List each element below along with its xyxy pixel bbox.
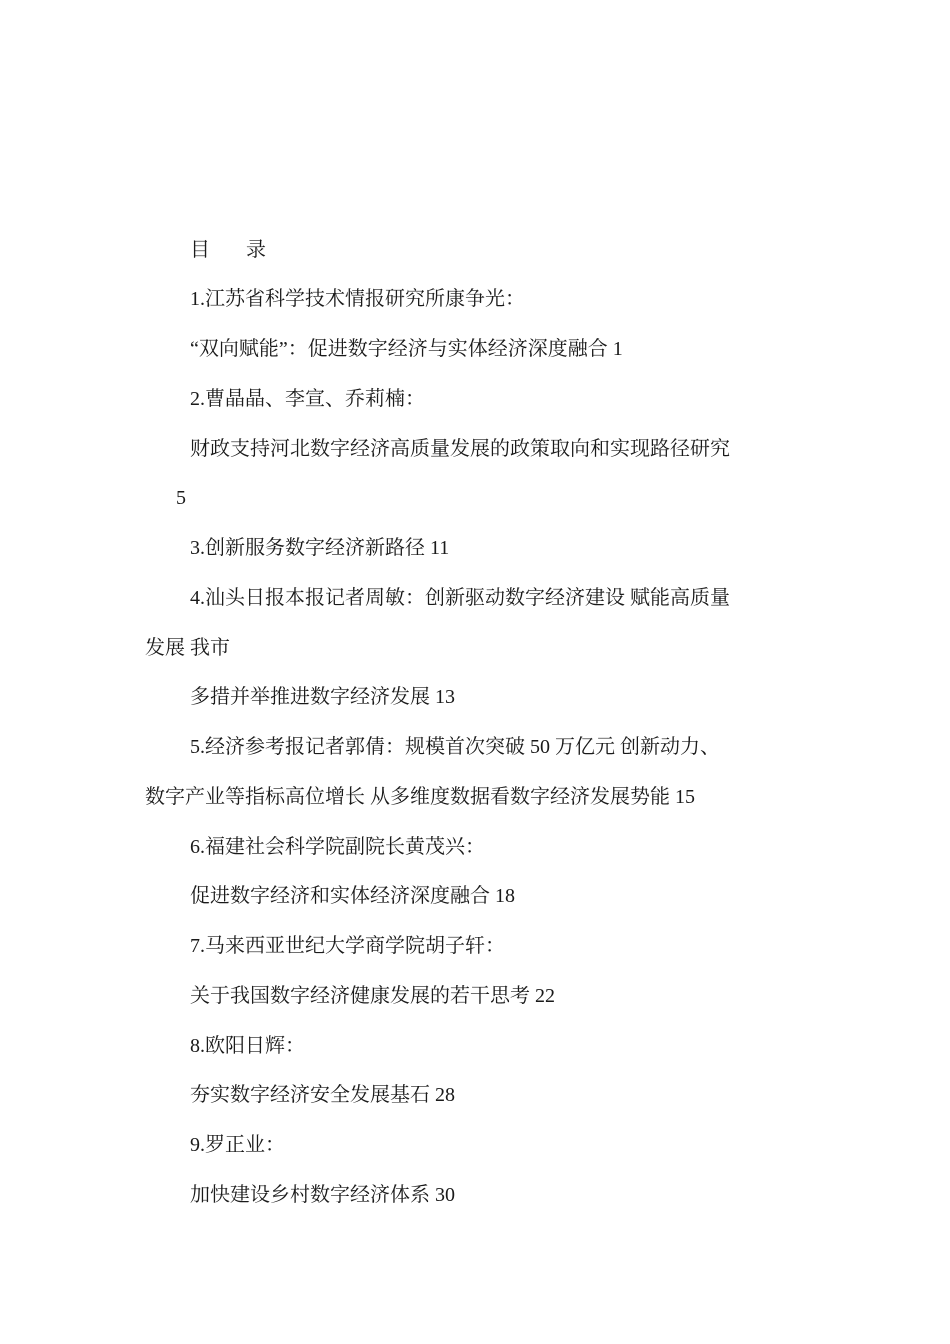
toc-entry-1-title: “双向赋能”：促进数字经济与实体经济深度融合 1 [190, 338, 623, 360]
toc-title [190, 236, 266, 264]
toc-entry-4-line-3: 多措并举推进数字经济发展 13 [190, 686, 455, 708]
toc-entry-9-title: 加快建设乡村数字经济体系 30 [190, 1184, 455, 1206]
toc-entry-8-title: 夯实数字经济安全发展基石 28 [190, 1084, 455, 1106]
toc-entry-6-author: 6.福建社会科学院副院长黄茂兴： [190, 836, 485, 858]
toc-entry-4-line-2: 发展 我市 [145, 637, 230, 659]
toc-entry-2-title: 财政支持河北数字经济高质量发展的政策取向和实现路径研究 [190, 438, 730, 460]
toc-title-char-1: 目 [190, 239, 210, 261]
toc-entry-8-author: 8.欧阳日辉： [190, 1035, 305, 1057]
toc-entry-9-author: 9.罗正业： [190, 1134, 285, 1156]
toc-entry-6-title: 促进数字经济和实体经济深度融合 18 [190, 885, 515, 907]
toc-entry-5-line-1: 5.经济参考报记者郭倩：规模首次突破 50 万亿元 创新动力、 [190, 736, 720, 758]
toc-entry-5-line-2: 数字产业等指标高位增长 从多维度数据看数字经济发展势能 15 [145, 786, 695, 808]
toc-entry-2-page: 5 [176, 487, 186, 509]
toc-entry-3: 3.创新服务数字经济新路径 11 [190, 537, 450, 559]
toc-entry-7-author: 7.马来西亚世纪大学商学院胡子轩： [190, 935, 505, 957]
toc-entry-1-author: 1.江苏省科学技术情报研究所康争光： [190, 288, 525, 310]
toc-entry-4-line-1: 4.汕头日报本报记者周敏：创新驱动数字经济建设 赋能高质量 [190, 587, 730, 609]
toc-title-char-2: 录 [246, 239, 266, 261]
toc-entry-2-author: 2.曹晶晶、李宣、乔莉楠： [190, 388, 425, 410]
toc-entry-7-title: 关于我国数字经济健康发展的若干思考 22 [190, 985, 555, 1007]
